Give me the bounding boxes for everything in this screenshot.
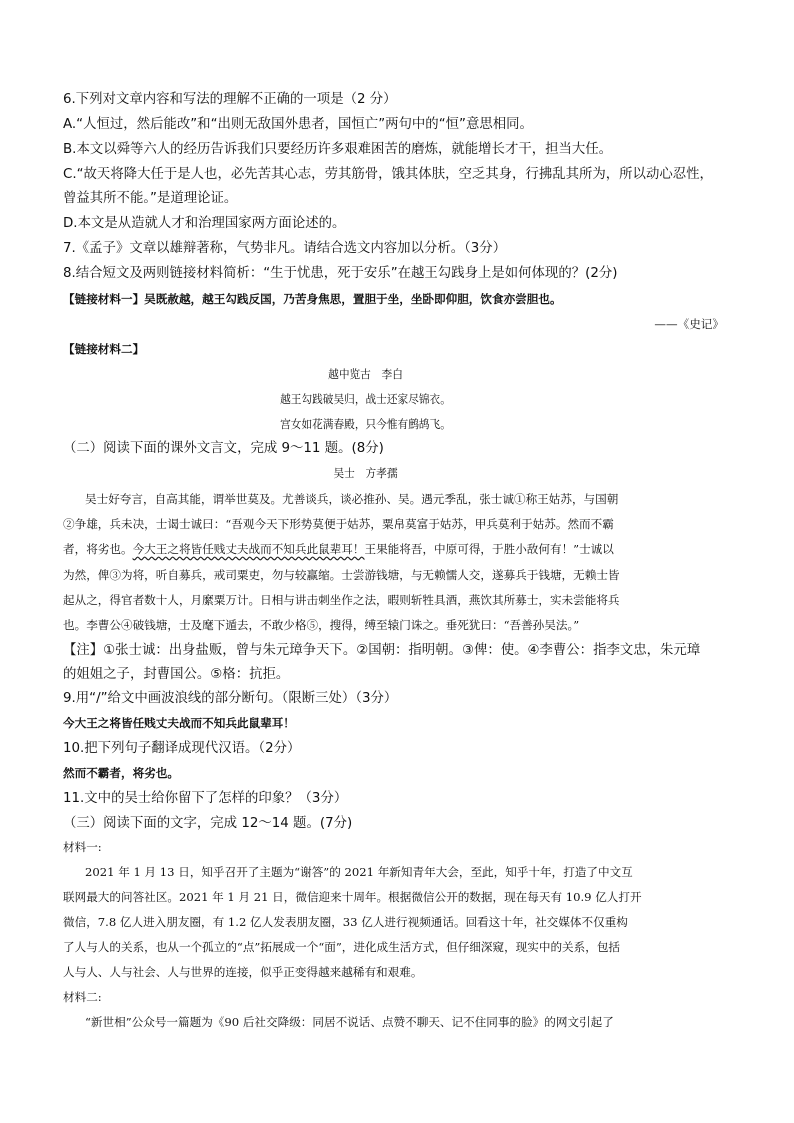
q11-stem: 11.文中的吴士给你留下了怎样的印象？（3分） [63,791,348,806]
annotation-line-1: 【注】①张士诚：出身盐贩，曾与朱元璋争天下。②国朝：指明朝。③俾：使。④李曹公：指李文忠，朱元璋 [63,643,701,658]
poem-title: 越中览古 李白 [328,367,403,381]
q10-stem: 10.把下列句子翻译成现代汉语。（2分） [63,741,301,756]
classical-text-title: 吴士 方孝孺 [333,466,398,480]
q6-option-d: D.本文是从造就人才和治理国家两方面论述的。 [63,216,346,231]
q6-option-a: A.“人恒过，然后能改”和“出则无敌国外患者，国恒亡”两句中的“恒”意思相同。 [63,117,533,132]
q7-stem: 7.《孟子》文章以雄辩著称，气势非凡。请结合选文内容加以分析。（3分） [63,241,507,256]
q8-stem: 8.结合短文及两则链接材料简析：“生于忧患，死于安乐”在越王勾践身上是如何体现的？(2分) [63,266,618,281]
classical-text-line [63,543,614,557]
section-2-heading: （二）阅读下面的课外文言文，完成 9～11 题。(8分) [63,441,384,456]
q6-stem: 6.下列对文章内容和写法的理解不正确的一项是（2 分） [63,92,397,107]
classical-text-line: 为然，俾③为将，听自募兵，戒司粟吏，勿与较赢缩。士尝游钱塘，与无赖懦人交，遂募兵于钱塘，无赖士皆 [63,568,620,582]
classical-text-line: ②争雄，兵未决，士谒士诚曰：“吾观今天下形势莫便于姑苏，粟帛莫富于姑苏，甲兵莫利于姑苏。然而不霸 [63,517,614,531]
link-material-1: 【链接材料一】吴既赦越，越王勾践反国，乃苦身焦思，置胆于坐，坐卧即仰胆，饮食亦尝胆也。 [63,292,562,306]
annotation-line-2: 的姐姐之子，封曹国公。⑤格：抗拒。 [63,667,290,682]
classical-text-line: 吴士好夸言，自高其能，谓举世莫及。尤善谈兵，谈必推孙、吴。遇元季乱，张士诚①称王姑苏，与国朝 [85,492,619,506]
poem-line-1: 越王勾践破吴归，战士还家尽锦衣。 [280,392,451,406]
classical-text-line: 起从之，得官者数十人，月縻粟万计。日相与讲击刺坐作之法，暇则斩牲具酒，燕饮其所募士，实未尝能将兵 [63,593,620,607]
material-1-line: 微信，7.8 亿人进入朋友圈，有 1.2 亿人发表朋友圈，33 亿人进行视频通话。回看这十年，社交媒体不仅重构 [63,915,628,929]
link-material-1-source: ——《史记》 [654,317,724,331]
material-1-label: 材料一: [63,840,102,854]
poem-line-2: 宫女如花满春殿，只今惟有鹧鸪飞。 [280,417,451,431]
q6-option-b: B.本文以舜等六人的经历告诉我们只要经历许多艰难困苦的磨炼，就能增长才干，担当大任。 [63,142,613,157]
section-3-heading: （三）阅读下面的文字，完成 12～14 题。(7分) [63,816,353,831]
classical-text-segment: 王果能将吾，中原可得，于胜小敌何有！”士诚以 [364,542,614,556]
q9-sentence: 今大王之将皆任贱丈夫战而不知兵此鼠辈耳！ [63,716,295,730]
classical-text-segment: 者，将劣也。 [63,542,133,556]
material-1-line: 了人与人的关系，也从一个孤立的“点”拓展成一个“面”，进化成生活方式，但仔细深窥，现实中的关系，包括 [63,940,621,954]
wavy-underlined-sentence: 今大王之将皆任贱丈夫战而不知兵此鼠辈耳！ [132,542,365,556]
q9-stem: 9.用“/”给文中画波浪线的部分断句。（限断三处）（3分） [63,691,398,706]
material-1-line: 联网最大的问答社区。2021 年 1 月 21 日，微信迎来十周年。根据微信公开的数据，现在每天有 10.9 亿人打开 [63,890,642,904]
material-1-line: 2021 年 1 月 13 日，知乎召开了主题为“谢答”的 2021 年新知青年大会，至此，知乎十年，打造了中文互 [85,865,633,879]
link-material-2-label: 【链接材料二】 [63,342,145,356]
q6-option-c-line2: 曾益其所不能。”是道理论证。 [63,191,238,206]
q6-option-c-line1: C.“故天将降大任于是人也，必先苦其心志，劳其筋骨，饿其体肤，空乏其身，行拂乱其所为，所以动心忍性， [63,167,713,182]
material-2-label: 材料二: [63,990,102,1004]
classical-text-line: 也。李曹公④破钱塘，士及麾下遁去，不敢少格⑤，搜得，缚至辕门诛之。垂死犹曰：“吾善孙吴法。” [63,618,580,632]
q10-sentence: 然而不霸者，将劣也。 [63,766,179,780]
material-1-line: 人与人、人与社会、人与世界的连接，似乎正变得越来越稀有和艰难。 [63,965,423,979]
material-2-line: “新世相”公众号一篇题为《90 后社交降级：同居不说话、点赞不聊天、记不住同事的脸》的网文引起了 [85,1015,614,1029]
